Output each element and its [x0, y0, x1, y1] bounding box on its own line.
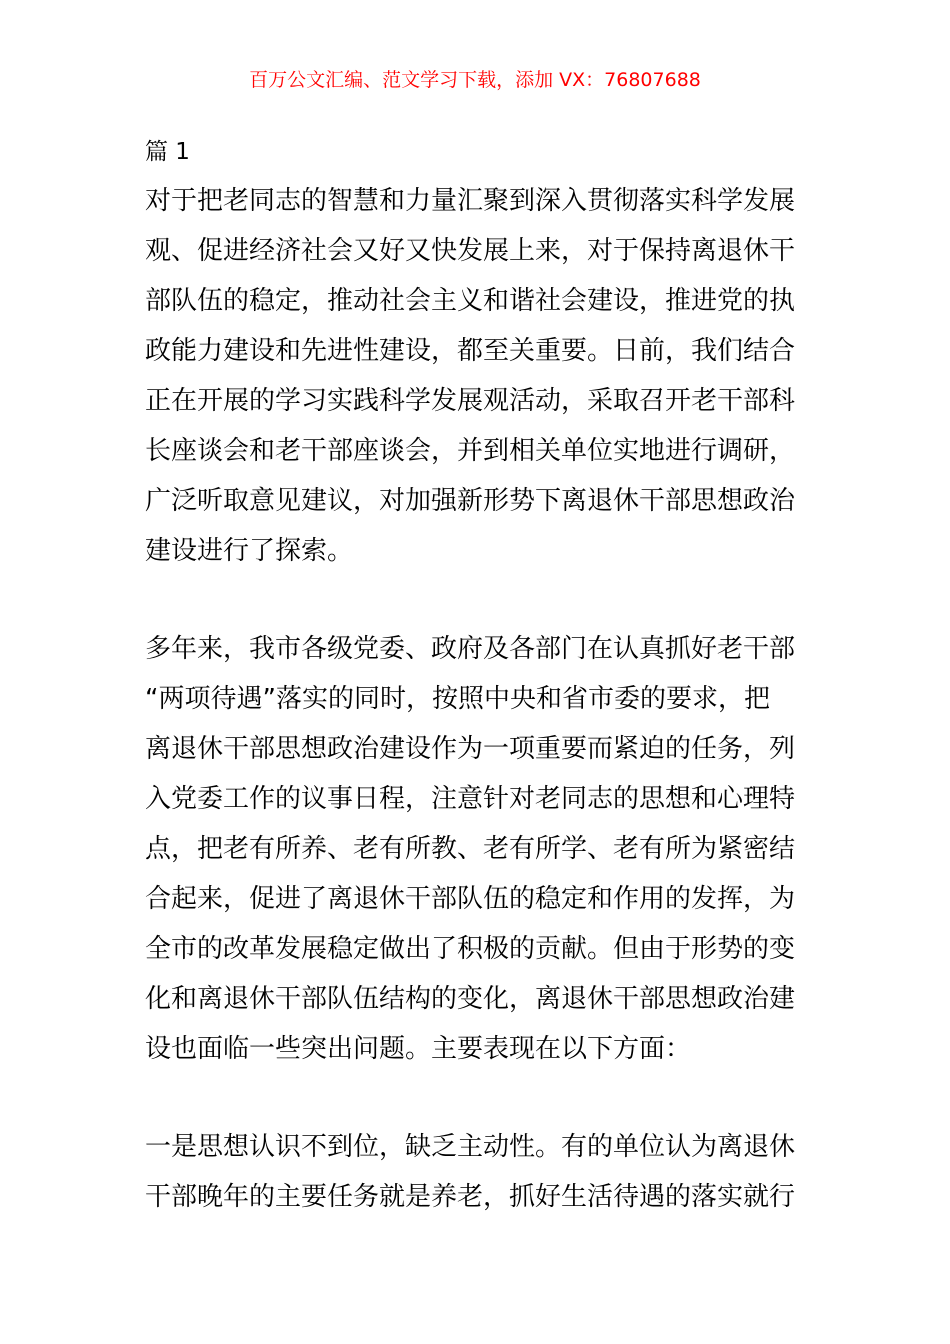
- paragraph-line: 点，把老有所养、老有所教、老有所学、老有所为紧密结: [145, 834, 796, 864]
- paragraph-line: 广泛听取意见建议，对加强新形势下离退休干部思想政治: [145, 486, 796, 516]
- paragraph-line: 长座谈会和老干部座谈会，并到相关单位实地进行调研，: [145, 436, 796, 466]
- paragraph-line: 设也面临一些突出问题。主要表现在以下方面：: [145, 1034, 692, 1064]
- paragraph-line: 全市的改革发展稳定做出了积极的贡献。但由于形势的变: [145, 934, 796, 964]
- paragraph-line: 建设进行了探索。: [145, 536, 354, 566]
- paragraph-line: 化和离退休干部队伍结构的变化，离退休干部思想政治建: [145, 984, 796, 1014]
- paragraph-line: 政能力建设和先进性建设，都至关重要。日前，我们结合: [145, 336, 796, 366]
- section-title: 篇 1: [145, 139, 190, 165]
- header-ad-text: 百万公文汇编、范文学习下载，添加 VX：76807688: [249, 69, 701, 91]
- paragraph-line: 离退休干部思想政治建设作为一项重要而紧迫的任务，列: [145, 734, 796, 764]
- paragraph-line: 正在开展的学习实践科学发展观活动，采取召开老干部科: [145, 386, 796, 416]
- paragraph-line: 合起来，促进了离退休干部队伍的稳定和作用的发挥，为: [145, 884, 796, 914]
- paragraph-line: 对于把老同志的智慧和力量汇聚到深入贯彻落实科学发展: [145, 186, 796, 216]
- paragraph-line: 多年来，我市各级党委、政府及各部门在认真抓好老干部: [145, 634, 796, 664]
- paragraph-line: “两项待遇”落实的同时，按照中央和省市委的要求，把: [145, 684, 770, 714]
- paragraph-1: [145, 176, 835, 576]
- paragraph-line: 观、促进经济社会又好又快发展上来，对于保持离退休干: [145, 236, 796, 266]
- paragraph-line: 部队伍的稳定，推动社会主义和谐社会建设，推进党的执: [145, 286, 796, 316]
- paragraph-3: [145, 1122, 835, 1222]
- paragraph-line: 入党委工作的议事日程，注意针对老同志的思想和心理特: [145, 784, 796, 814]
- paragraph-2: [145, 624, 835, 1074]
- paragraph-line: 一是思想认识不到位，缺乏主动性。有的单位认为离退休: [145, 1132, 796, 1162]
- paragraph-line: 干部晚年的主要任务就是养老，抓好生活待遇的落实就行: [145, 1182, 796, 1212]
